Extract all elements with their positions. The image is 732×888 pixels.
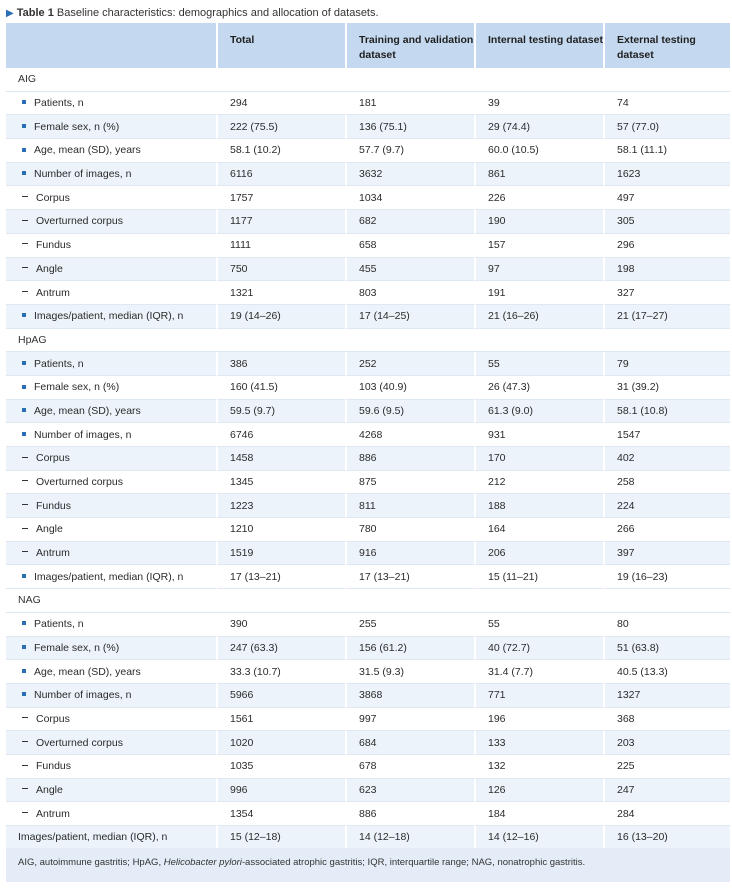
table-cell: 294 bbox=[216, 92, 345, 116]
table-row bbox=[6, 163, 730, 187]
table-cell: 4268 bbox=[345, 423, 474, 447]
table-cell: 1034 bbox=[345, 186, 474, 210]
table-cell: 1757 bbox=[216, 186, 345, 210]
table-cell: 14 (12–16) bbox=[474, 826, 603, 850]
table-row bbox=[6, 210, 730, 234]
table-cell: 623 bbox=[345, 779, 474, 803]
table-cell: 14 (12–18) bbox=[345, 826, 474, 850]
table-cell: 247 (63.3) bbox=[216, 637, 345, 661]
row-label: Number of images, n bbox=[34, 168, 132, 181]
row-label-cell bbox=[6, 542, 216, 566]
row-label-cell bbox=[6, 305, 216, 329]
row-label-cell bbox=[6, 234, 216, 258]
table-cell: 780 bbox=[345, 518, 474, 542]
table-row bbox=[6, 613, 730, 637]
table-cell: 886 bbox=[345, 447, 474, 471]
table-cell: 59.6 (9.5) bbox=[345, 400, 474, 424]
dash-icon bbox=[22, 528, 28, 529]
table-cell: 455 bbox=[345, 258, 474, 282]
table-row bbox=[6, 352, 730, 376]
table-cell: 181 bbox=[345, 92, 474, 116]
table-row bbox=[6, 258, 730, 282]
row-label-cell bbox=[6, 802, 216, 826]
table-row bbox=[6, 755, 730, 779]
column-header: External testing dataset bbox=[603, 23, 730, 68]
table-cell: 33.3 (10.7) bbox=[216, 660, 345, 684]
table-cell: 1223 bbox=[216, 494, 345, 518]
table-cell: 103 (40.9) bbox=[345, 376, 474, 400]
row-label: Antrum bbox=[36, 547, 70, 560]
table-cell: 1623 bbox=[603, 163, 730, 187]
table-cell: 31 (39.2) bbox=[603, 376, 730, 400]
table-row bbox=[6, 186, 730, 210]
row-label: Corpus bbox=[36, 712, 70, 725]
row-label: Images/patient, median (IQR), n bbox=[18, 831, 168, 844]
section-label: HpAG bbox=[6, 329, 730, 353]
table-row bbox=[6, 234, 730, 258]
row-label-cell bbox=[6, 115, 216, 139]
row-label: Female sex, n (%) bbox=[34, 641, 120, 654]
table-cell: 17 (13–21) bbox=[216, 565, 345, 589]
row-label: Fundus bbox=[36, 239, 72, 252]
dash-icon bbox=[22, 291, 28, 292]
table-cell: 206 bbox=[474, 542, 603, 566]
table-cell: 916 bbox=[345, 542, 474, 566]
table-cell: 58.1 (10.2) bbox=[216, 139, 345, 163]
table-row bbox=[6, 139, 730, 163]
table-cell: 203 bbox=[603, 731, 730, 755]
row-label-cell bbox=[6, 92, 216, 116]
table-cell: 19 (16–23) bbox=[603, 565, 730, 589]
table-row bbox=[6, 92, 730, 116]
table-cell: 133 bbox=[474, 731, 603, 755]
table-row bbox=[6, 637, 730, 661]
table-cell: 6746 bbox=[216, 423, 345, 447]
bullet-icon bbox=[22, 171, 26, 175]
table-cell: 931 bbox=[474, 423, 603, 447]
table-cell: 31.5 (9.3) bbox=[345, 660, 474, 684]
table-cell: 17 (14–25) bbox=[345, 305, 474, 329]
table-cell: 39 bbox=[474, 92, 603, 116]
baseline-table bbox=[6, 23, 730, 850]
table-cell: 31.4 (7.7) bbox=[474, 660, 603, 684]
table-row bbox=[6, 494, 730, 518]
table-cell: 156 (61.2) bbox=[345, 637, 474, 661]
table-row bbox=[6, 708, 730, 732]
table-cell: 19 (14–26) bbox=[216, 305, 345, 329]
footnote-text: AIG, autoimmune gastritis; HpAG, bbox=[18, 857, 164, 868]
bullet-icon bbox=[22, 432, 26, 436]
row-label-cell bbox=[6, 447, 216, 471]
row-label: Age, mean (SD), years bbox=[34, 144, 141, 157]
table-cell: 16 (13–20) bbox=[603, 826, 730, 850]
table-cell: 191 bbox=[474, 281, 603, 305]
dash-icon bbox=[22, 504, 28, 505]
dash-icon bbox=[22, 551, 28, 552]
table-row bbox=[6, 518, 730, 542]
table-cell: 996 bbox=[216, 779, 345, 803]
bullet-icon bbox=[22, 692, 26, 696]
table-cell: 658 bbox=[345, 234, 474, 258]
table-cell: 79 bbox=[603, 352, 730, 376]
row-label: Female sex, n (%) bbox=[34, 120, 120, 133]
table-cell: 157 bbox=[474, 234, 603, 258]
row-label-cell bbox=[6, 163, 216, 187]
table-cell: 40 (72.7) bbox=[474, 637, 603, 661]
table-row bbox=[6, 115, 730, 139]
table-cell: 1354 bbox=[216, 802, 345, 826]
bullet-icon bbox=[22, 621, 26, 625]
table-cell: 170 bbox=[474, 447, 603, 471]
row-label-cell bbox=[6, 755, 216, 779]
table-cell: 497 bbox=[603, 186, 730, 210]
table-cell: 196 bbox=[474, 708, 603, 732]
column-header: Total bbox=[216, 23, 345, 68]
row-label-cell bbox=[6, 400, 216, 424]
bullet-icon bbox=[22, 361, 26, 365]
table-cell: 132 bbox=[474, 755, 603, 779]
table-cell: 266 bbox=[603, 518, 730, 542]
row-label-cell bbox=[6, 210, 216, 234]
table-cell: 252 bbox=[345, 352, 474, 376]
table-row bbox=[6, 471, 730, 495]
table-cell: 875 bbox=[345, 471, 474, 495]
row-label-cell bbox=[6, 660, 216, 684]
table-cell: 188 bbox=[474, 494, 603, 518]
table-row bbox=[6, 684, 730, 708]
row-label-cell bbox=[6, 518, 216, 542]
table-cell: 58.1 (11.1) bbox=[603, 139, 730, 163]
dash-icon bbox=[22, 196, 28, 197]
row-label-cell bbox=[6, 376, 216, 400]
row-label: Female sex, n (%) bbox=[34, 381, 120, 394]
table-cell: 198 bbox=[603, 258, 730, 282]
table-cell: 17 (13–21) bbox=[345, 565, 474, 589]
row-label: Overturned corpus bbox=[36, 736, 123, 749]
table-cell: 136 (75.1) bbox=[345, 115, 474, 139]
table-cell: 15 (12–18) bbox=[216, 826, 345, 850]
footnote-italic: Helicobacter pylori bbox=[163, 857, 242, 868]
row-label: Corpus bbox=[36, 452, 70, 465]
bullet-icon bbox=[22, 100, 26, 104]
dash-icon bbox=[22, 788, 28, 789]
row-label-cell bbox=[6, 637, 216, 661]
table-row bbox=[6, 565, 730, 589]
table-cell: 15 (11–21) bbox=[474, 565, 603, 589]
table-cell: 6116 bbox=[216, 163, 345, 187]
row-label-cell bbox=[6, 708, 216, 732]
table-cell: 164 bbox=[474, 518, 603, 542]
table-row bbox=[6, 447, 730, 471]
table-cell: 258 bbox=[603, 471, 730, 495]
table-row bbox=[6, 423, 730, 447]
table-row bbox=[6, 305, 730, 329]
table-cell: 55 bbox=[474, 613, 603, 637]
row-label-cell bbox=[6, 186, 216, 210]
table-cell: 184 bbox=[474, 802, 603, 826]
row-label-cell bbox=[6, 565, 216, 589]
table-cell: 40.5 (13.3) bbox=[603, 660, 730, 684]
row-label-cell bbox=[6, 684, 216, 708]
table-cell: 126 bbox=[474, 779, 603, 803]
table-cell: 811 bbox=[345, 494, 474, 518]
table-cell: 3868 bbox=[345, 684, 474, 708]
dash-icon bbox=[22, 220, 28, 221]
table-cell: 296 bbox=[603, 234, 730, 258]
table-cell: 386 bbox=[216, 352, 345, 376]
table-cell: 1345 bbox=[216, 471, 345, 495]
table-cell: 1458 bbox=[216, 447, 345, 471]
row-label-cell bbox=[6, 139, 216, 163]
table-cell: 61.3 (9.0) bbox=[474, 400, 603, 424]
table-cell: 226 bbox=[474, 186, 603, 210]
dash-icon bbox=[22, 717, 28, 718]
table-cell: 886 bbox=[345, 802, 474, 826]
table-cell: 771 bbox=[474, 684, 603, 708]
table-cell: 390 bbox=[216, 613, 345, 637]
table-cell: 682 bbox=[345, 210, 474, 234]
table-row bbox=[6, 542, 730, 566]
table-cell: 750 bbox=[216, 258, 345, 282]
table-row bbox=[6, 802, 730, 826]
table-cell: 305 bbox=[603, 210, 730, 234]
table-cell: 222 (75.5) bbox=[216, 115, 345, 139]
row-label-cell bbox=[6, 494, 216, 518]
row-label: Antrum bbox=[36, 807, 70, 820]
table-cell: 803 bbox=[345, 281, 474, 305]
table-cell: 74 bbox=[603, 92, 730, 116]
table-row bbox=[6, 826, 730, 850]
row-label: Angle bbox=[36, 262, 63, 275]
table-cell: 59.5 (9.7) bbox=[216, 400, 345, 424]
footnote-text-end: -associated atrophic gastritis; IQR, interquartile range; NAG, nonatrophic gastritis. bbox=[241, 857, 586, 868]
table-cell: 861 bbox=[474, 163, 603, 187]
column-header: Internal testing dataset bbox=[474, 23, 603, 68]
section-row bbox=[6, 329, 730, 353]
caption-marker-icon: ▶ bbox=[6, 8, 14, 19]
table-cell: 55 bbox=[474, 352, 603, 376]
table-row bbox=[6, 779, 730, 803]
table-cell: 160 (41.5) bbox=[216, 376, 345, 400]
table-cell: 284 bbox=[603, 802, 730, 826]
table-cell: 397 bbox=[603, 542, 730, 566]
table-cell: 3632 bbox=[345, 163, 474, 187]
column-header bbox=[6, 23, 216, 68]
bullet-icon bbox=[22, 645, 26, 649]
table-cell: 21 (16–26) bbox=[474, 305, 603, 329]
table-header-row bbox=[6, 23, 730, 68]
row-label-cell bbox=[6, 423, 216, 447]
table-row bbox=[6, 400, 730, 424]
row-label: Angle bbox=[36, 523, 63, 536]
table-cell: 225 bbox=[603, 755, 730, 779]
dash-icon bbox=[22, 267, 28, 268]
table-cell: 26 (47.3) bbox=[474, 376, 603, 400]
column-header: Training and validation dataset bbox=[345, 23, 474, 68]
bullet-icon bbox=[22, 385, 26, 389]
row-label: Images/patient, median (IQR), n bbox=[34, 310, 184, 323]
row-label: Angle bbox=[36, 783, 63, 796]
table-caption bbox=[6, 6, 379, 21]
dash-icon bbox=[22, 243, 28, 244]
section-row bbox=[6, 68, 730, 92]
table-cell: 1519 bbox=[216, 542, 345, 566]
bullet-icon bbox=[22, 408, 26, 412]
table-cell: 212 bbox=[474, 471, 603, 495]
bullet-icon bbox=[22, 313, 26, 317]
row-label: Overturned corpus bbox=[36, 476, 123, 489]
table-cell: 368 bbox=[603, 708, 730, 732]
dash-icon bbox=[22, 480, 28, 481]
row-label-cell bbox=[6, 826, 216, 850]
table-row bbox=[6, 281, 730, 305]
table-cell: 1111 bbox=[216, 234, 345, 258]
table-cell: 57 (77.0) bbox=[603, 115, 730, 139]
row-label: Overturned corpus bbox=[36, 215, 123, 228]
table-cell: 1547 bbox=[603, 423, 730, 447]
table-cell: 678 bbox=[345, 755, 474, 779]
table-cell: 1020 bbox=[216, 731, 345, 755]
table-cell: 80 bbox=[603, 613, 730, 637]
table-cell: 58.1 (10.8) bbox=[603, 400, 730, 424]
caption-text: Baseline characteristics: demographics and allocation of datasets. bbox=[56, 7, 379, 19]
row-label: Number of images, n bbox=[34, 689, 132, 702]
row-label: Patients, n bbox=[34, 618, 84, 631]
table-cell: 21 (17–27) bbox=[603, 305, 730, 329]
dash-icon bbox=[22, 812, 28, 813]
row-label-cell bbox=[6, 731, 216, 755]
row-label: Images/patient, median (IQR), n bbox=[34, 570, 184, 583]
row-label: Fundus bbox=[36, 760, 72, 773]
table-row bbox=[6, 660, 730, 684]
table-cell: 224 bbox=[603, 494, 730, 518]
table-cell: 29 (74.4) bbox=[474, 115, 603, 139]
row-label: Patients, n bbox=[34, 97, 84, 110]
caption-label: Table 1 bbox=[16, 7, 54, 19]
section-row bbox=[6, 589, 730, 613]
table-cell: 1177 bbox=[216, 210, 345, 234]
row-label-cell bbox=[6, 281, 216, 305]
table-cell: 327 bbox=[603, 281, 730, 305]
dash-icon bbox=[22, 765, 28, 766]
table-cell: 684 bbox=[345, 731, 474, 755]
dash-icon bbox=[22, 741, 28, 742]
table-row bbox=[6, 376, 730, 400]
table-cell: 255 bbox=[345, 613, 474, 637]
row-label: Antrum bbox=[36, 286, 70, 299]
table-cell: 1035 bbox=[216, 755, 345, 779]
row-label: Corpus bbox=[36, 191, 70, 204]
table-cell: 1210 bbox=[216, 518, 345, 542]
section-label: AIG bbox=[6, 68, 730, 92]
bullet-icon bbox=[22, 124, 26, 128]
row-label-cell bbox=[6, 471, 216, 495]
row-label: Number of images, n bbox=[34, 428, 132, 441]
table-body bbox=[6, 68, 730, 850]
table-cell: 5966 bbox=[216, 684, 345, 708]
table-cell: 190 bbox=[474, 210, 603, 234]
row-label-cell bbox=[6, 258, 216, 282]
table-footnote bbox=[6, 848, 730, 882]
table-cell: 97 bbox=[474, 258, 603, 282]
row-label: Age, mean (SD), years bbox=[34, 404, 141, 417]
row-label-cell bbox=[6, 613, 216, 637]
dash-icon bbox=[22, 457, 28, 458]
table-row bbox=[6, 731, 730, 755]
table-cell: 60.0 (10.5) bbox=[474, 139, 603, 163]
table-cell: 1561 bbox=[216, 708, 345, 732]
section-label: NAG bbox=[6, 589, 730, 613]
table-cell: 57.7 (9.7) bbox=[345, 139, 474, 163]
row-label-cell bbox=[6, 352, 216, 376]
table-cell: 997 bbox=[345, 708, 474, 732]
bullet-icon bbox=[22, 574, 26, 578]
table-cell: 247 bbox=[603, 779, 730, 803]
row-label: Age, mean (SD), years bbox=[34, 665, 141, 678]
table-cell: 1327 bbox=[603, 684, 730, 708]
table-cell: 1321 bbox=[216, 281, 345, 305]
table-cell: 402 bbox=[603, 447, 730, 471]
row-label-cell bbox=[6, 779, 216, 803]
row-label: Patients, n bbox=[34, 357, 84, 370]
table-cell: 51 (63.8) bbox=[603, 637, 730, 661]
bullet-icon bbox=[22, 148, 26, 152]
row-label: Fundus bbox=[36, 499, 72, 512]
bullet-icon bbox=[22, 669, 26, 673]
